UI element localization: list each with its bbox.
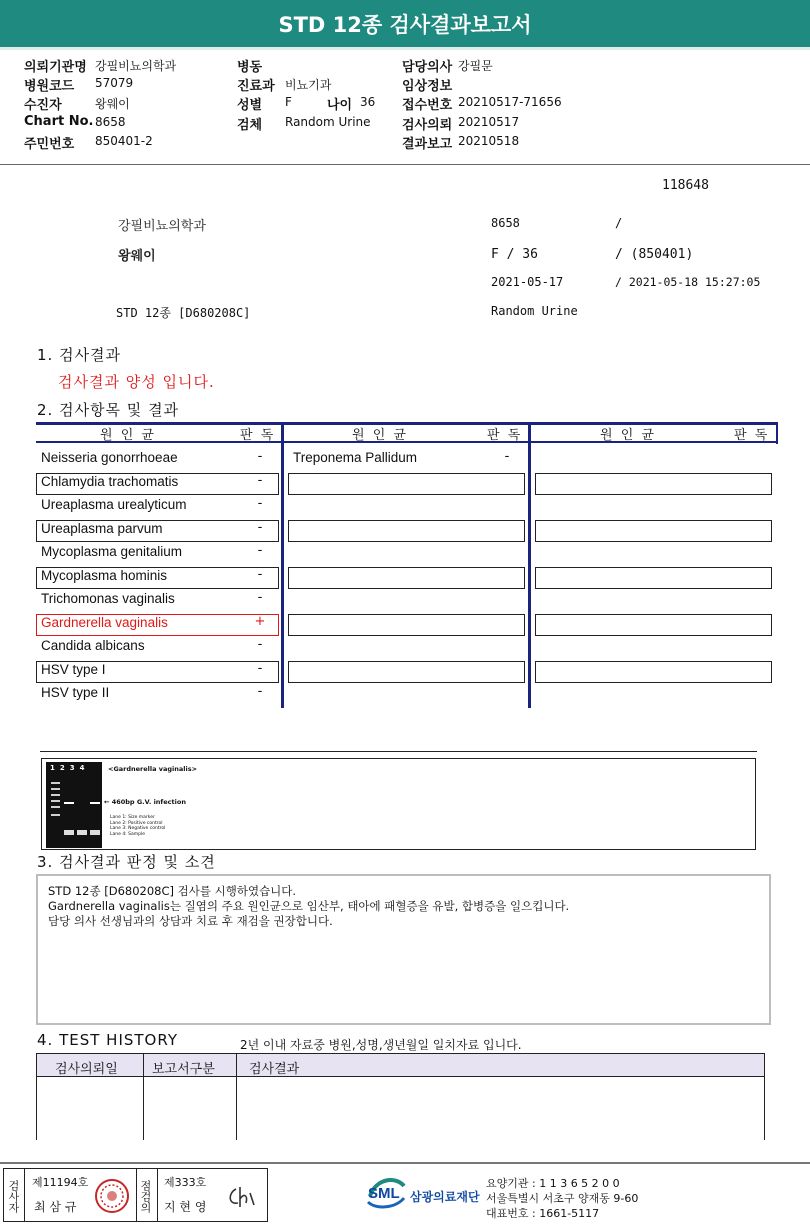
col-pathogen-3: 원 인 균 [600,428,656,443]
pathogen-name: Chlamydia trachomatis [41,473,179,489]
pathogen-result: - [257,543,263,558]
header-value-5: 850401-2 [95,134,153,148]
grid-divider-1 [281,422,284,708]
pathogen-name: Trichomonas vaginalis [41,591,175,606]
header-col3-label-2: 임상정보 [402,79,453,94]
gel-figure [41,758,756,850]
header-value-2: 57079 [95,76,134,90]
right-row-box [535,520,772,542]
header-label-3: 수진자 [24,98,62,113]
age-value: 36 [360,95,376,109]
inspector-name: 최 삼 규 [34,1200,77,1214]
pathogen-name: Neisseria gonorrhoeae [41,450,178,465]
grid-divider-2 [528,422,531,708]
header-col3-value-1: 강필문 [458,59,493,73]
header-col3-value-3: 20210517-71656 [458,95,562,109]
header-col2-value-2: 비뇨기과 [285,78,332,92]
pathogen-result: - [257,449,263,464]
summary-chart: 8658 [491,216,520,230]
comment-line-3: 담당 의사 선생님과의 상담과 치료 후 재검을 권장합니다. [48,914,333,928]
age-label: 나이 [327,98,353,113]
signature-stamp [3,1168,268,1222]
summary-chart-sep: / [615,216,623,230]
header-value-1: 강필비뇨의학과 [95,59,177,73]
pathogen-name: Gardnerella vaginalis [41,614,168,630]
col-judge-1: 판 독 [240,428,276,443]
header-col3-label-4: 검사의뢰 [402,118,453,133]
right-row-box [535,661,772,683]
summary-test: STD 12종 [D680208C] [116,306,251,320]
middle-row-box [288,520,525,542]
col-judge-3: 판 독 [734,428,770,443]
report-id: 118648 [662,178,709,193]
middle-row-box [288,614,525,636]
report-title-bar [0,0,810,50]
pathogen-result: - [257,496,263,511]
checker-label: 점검의 [139,1179,152,1213]
header-divider [0,164,810,165]
header-col2-value-3: F [285,95,292,109]
gel-marker-label: ← 460bp G.V. infection [104,798,186,806]
header-col2-value-4: Random Urine [285,115,371,129]
pathogen-name: Mycoplasma genitalium [41,544,183,559]
summary-clinic: 강필비뇨의학과 [118,219,206,234]
positive-result-text: 검사결과 양성 입니다. [58,373,215,391]
signature-icon [226,1183,260,1211]
section4-heading: 4. TEST HISTORY [37,1031,178,1049]
checker-number: 제333호 [164,1176,207,1189]
header-value-4: 8658 [95,115,126,129]
right-row-box [535,473,772,495]
middle-row-box [288,473,525,495]
pathogen-name: Ureaplasma urealyticum [41,497,187,512]
middle-row-box [288,661,525,683]
header-col3-value-4: 20210517 [458,115,520,129]
history-header [37,1054,764,1077]
history-col-type: 보고서구분 [152,1062,215,1077]
comment-line-2: Gardnerella vaginalis는 질염의 주요 원인균으로 임산부, 태아에 패혈증을 유발, 합병증을 일으킵니다. [48,899,570,913]
pathogen-result: - [257,472,263,488]
org-name: 삼광의료재단 [410,1190,480,1204]
summary-patient: 왕웨이 [118,249,156,264]
gel-image [46,762,102,848]
history-note: 2년 이내 자료중 병원,성명,생년월일 일치자료 입니다. [240,1038,522,1052]
summary-birth: / (850401) [615,247,694,262]
pathogen-result: - [257,637,263,652]
summary-sex-age: F / 36 [491,247,538,262]
pathogen-name: HSV type I [41,661,106,677]
pathogen-result: - [257,684,263,699]
right-row-box [535,614,772,636]
middle-row-box [288,567,525,589]
header-col3-label-1: 담당의사 [402,60,453,75]
header-col3-label-3: 접수번호 [402,98,453,113]
pathogen-result: + [254,613,266,629]
history-col-result: 검사결과 [249,1062,300,1077]
section2-heading: 2. 검사항목 및 결과 [37,401,180,419]
summary-date-report: / 2021-05-18 15:27:05 [615,275,761,289]
col-judge-2: 판 독 [487,428,523,443]
header-col2-label-2: 진료과 [237,79,275,94]
header-col2-label-4: 검체 [237,118,263,133]
header-label-2: 병원코드 [24,79,75,94]
pathogen-result: - [257,519,263,535]
report-title: STD 12종 검사결과보고서 [278,13,532,37]
pathogen-name: Treponema Pallidum [293,450,418,465]
pathogen-name: HSV type II [41,685,110,700]
header-col2-label-3: 성별 [237,98,263,113]
org-address: 서울특별시 서초구 양재동 9-60 [486,1192,639,1205]
pathogen-name: Ureaplasma parvum [41,520,163,536]
header-col3-value-5: 20210518 [458,134,520,148]
footer-divider [0,1162,810,1164]
gel-title: <Gardnerella vaginalis> [108,765,198,773]
pathogen-result: - [257,660,263,676]
checker-name: 지 현 영 [164,1200,207,1214]
org-phone: 대표번호 : 1661-5117 [486,1207,600,1220]
summary-specimen: Random Urine [491,304,578,318]
comment-box [36,874,771,1025]
gel-lane-labels: 1234 [50,764,90,772]
seal-icon [94,1178,130,1214]
pathogen-name: Mycoplasma hominis [41,567,168,583]
history-col-date: 검사의뢰일 [55,1062,118,1077]
org-code: 요양기관 : 1 1 3 6 5 2 0 0 [486,1177,620,1190]
pathogen-result: - [504,449,510,464]
gel-top-rule [40,751,757,752]
gel-legend: Lane 1: Size marker Lane 2: Positive control Lane 3: Negative control Lane 4: Sample [110,815,166,837]
pathogen-result: - [257,566,263,582]
header-col2-label-1: 병동 [237,60,263,75]
pathogen-result: - [257,590,263,605]
header-label-1: 의뢰기관명 [24,60,87,75]
pathogen-name: Candida albicans [41,638,145,653]
sml-logo [366,1172,406,1216]
right-row-box [535,567,772,589]
comment-line-1: STD 12종 [D680208C] 검사를 시행하였습니다. [48,884,297,898]
col-pathogen-1: 원 인 균 [100,428,156,443]
inspector-number: 제11194호 [32,1176,89,1189]
sml-logo-text: SML [368,1185,400,1202]
section3-heading: 3. 검사결과 판정 및 소견 [37,853,216,871]
header-col3-label-5: 결과보고 [402,137,453,152]
header-label-5: 주민번호 [24,137,75,152]
summary-date-request: 2021-05-17 [491,275,564,289]
header-value-3: 왕웨이 [95,97,130,111]
history-table [36,1053,765,1140]
header-label-4: Chart No. [24,114,94,129]
inspector-label: 검사자 [7,1179,20,1213]
grid-right-edge [776,422,778,444]
col-pathogen-2: 원 인 균 [352,428,408,443]
section1-heading: 1. 검사결과 [37,346,122,364]
